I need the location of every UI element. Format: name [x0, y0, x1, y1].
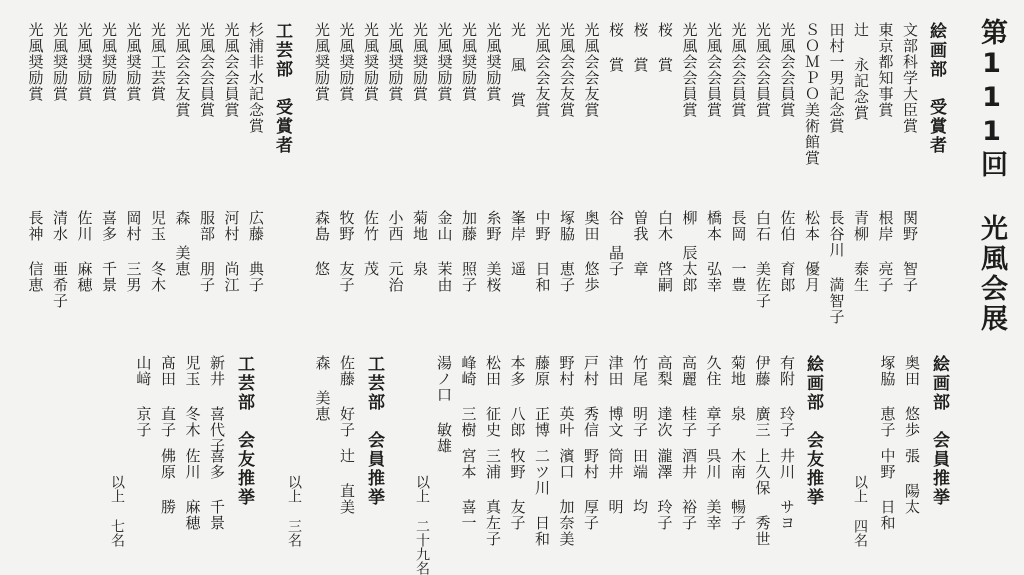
award-name: 光風奨励賞 [51, 22, 69, 102]
crafts_member-count: 以上 三名 [286, 475, 302, 547]
awardee-name: 青柳 泰生 [852, 210, 870, 293]
award-name: 光風奨励賞 [362, 22, 380, 102]
award-name: 光風奨励賞 [411, 22, 429, 102]
award-name: 光風会会友賞 [173, 22, 192, 118]
recommended-name: 宮本 喜一 [459, 448, 478, 531]
awardee-name: 白石 美佐子 [754, 210, 772, 309]
awardee-name: 峯岸 遥 [509, 210, 527, 277]
awardee-name: 白木 啓嗣 [656, 210, 674, 293]
recommended-name: 菊地 泉 [729, 355, 747, 422]
recommended-name: 峰崎 三樹 [459, 355, 478, 438]
award-name: 光風奨励賞 [435, 22, 454, 102]
recommended-name: 戸村 秀信 [582, 355, 600, 438]
award-name: 光風工芸賞 [149, 22, 167, 102]
awardee-name: 服部 朋子 [198, 210, 216, 293]
crafts_associate-header: 工芸部 会友推挙 [234, 355, 254, 507]
recommended-name: 酒井 裕子 [680, 448, 698, 531]
awardee-name: 関野 智子 [901, 210, 919, 293]
awardee-name: 谷 晶子 [607, 210, 625, 277]
recommended-name: 牧野 友子 [508, 448, 527, 531]
awardee-name: 金山 茉由 [435, 210, 454, 293]
award-name: 光風奨励賞 [75, 22, 94, 102]
award-name: 光風奨励賞 [460, 22, 478, 102]
recommended-name: 児玉 冬木 [183, 355, 202, 438]
award-name: 光風奨励賞 [313, 22, 331, 102]
award-name: 田村一男記念賞 [827, 22, 846, 134]
awardee-name: 森島 悠 [313, 210, 331, 277]
painting_associate-count: 以上 二十九名 [414, 475, 430, 575]
recommended-name: 野村 英叶 [557, 355, 576, 438]
award-name: 光風会会員賞 [705, 22, 723, 118]
awardee-name: 糸野 美桜 [484, 210, 503, 293]
recommended-name: 辻 直美 [338, 448, 356, 515]
award-name: 光風会会友賞 [582, 22, 601, 118]
awardee-name: 広藤 典子 [247, 210, 265, 293]
award-name: 桜 賞 [656, 22, 674, 73]
recommended-name: 髙田 直子 [159, 355, 177, 438]
recommended-name: 上久保 秀世 [753, 448, 772, 547]
painting_member-count: 以上 四名 [852, 475, 868, 547]
award-name: 光風奨励賞 [386, 22, 405, 102]
crafts_associate-count: 以上 七名 [109, 475, 125, 547]
awardee-name: 根岸 亮子 [876, 210, 895, 293]
award-name: 文部科学大臣賞 [901, 22, 919, 134]
awardee-name: 清水 亜希子 [51, 210, 69, 309]
recommended-name: 竹尾 明子 [631, 355, 649, 438]
recommended-name: 久住 章子 [704, 355, 723, 438]
award-name: 光風会会員賞 [778, 22, 797, 118]
awardee-name: 柳 辰太郎 [680, 210, 699, 293]
award-name: 光風奨励賞 [337, 22, 356, 102]
award-name: 光風会会員賞 [680, 22, 699, 118]
recommended-name: 三浦 真左子 [484, 448, 502, 547]
award-name: 光 風 賞 [509, 22, 527, 108]
recommended-name: 松田 征史 [484, 355, 502, 438]
awardee-name: 曽我 章 [631, 210, 650, 277]
awardee-name: 中野 日和 [533, 210, 552, 293]
crafts_member-header: 工芸部 会員推挙 [364, 355, 384, 507]
recommended-name: 新井 喜代子 [208, 355, 226, 454]
recommended-name: 筒井 明 [606, 448, 625, 515]
award-name: 杉浦非水記念賞 [247, 22, 265, 134]
award-name: 光風会会員賞 [222, 22, 241, 118]
recommended-name: 奥田 悠歩 [903, 355, 921, 438]
awardee-name: 奥田 悠歩 [582, 210, 601, 293]
recommended-name: 野村 厚子 [582, 448, 600, 531]
recommended-name: 伊藤 廣三 [753, 355, 772, 438]
recommended-name: 濱口 加奈美 [557, 448, 576, 547]
recommended-name: 津田 博文 [606, 355, 625, 438]
awardee-name: 加藤 照子 [460, 210, 478, 293]
recommended-name: 佐藤 好子 [338, 355, 356, 438]
recommended-name: 喜多 千景 [208, 448, 226, 531]
award-name: 東京都知事賞 [876, 22, 895, 118]
recommended-name: 高麗 桂子 [680, 355, 698, 438]
recommended-name: 二ツ川 日和 [533, 448, 551, 547]
award-name: 光風奨励賞 [124, 22, 143, 102]
awardee-name: 牧野 友子 [337, 210, 356, 293]
awardee-name: 佐川 麻穂 [75, 210, 94, 293]
award-name: 辻 永記念賞 [852, 22, 870, 121]
awardee-name: 橋本 弘幸 [705, 210, 723, 293]
recommended-name: 高梨 達次 [655, 355, 674, 438]
recommended-name: 山﨑 京子 [134, 355, 153, 438]
awardee-name: 塚脇 恵子 [558, 210, 576, 293]
painting-awards-header: 絵画部 受賞者 [926, 22, 946, 155]
painting_member-header: 絵画部 会員推挙 [929, 355, 949, 507]
awardee-name: 岡村 三男 [124, 210, 143, 293]
recommended-name: 中野 日和 [878, 448, 897, 531]
award-name: 光風奨励賞 [484, 22, 503, 102]
recommended-name: 塚脇 恵子 [878, 355, 897, 438]
award-name: 光風奨励賞 [26, 22, 45, 102]
award-name: 光風会会員賞 [754, 22, 772, 118]
awardee-name: 菊地 泉 [411, 210, 429, 277]
recommended-name: 本多 八郎 [508, 355, 527, 438]
recommended-name: 張 陽太 [903, 448, 921, 515]
crafts-awards-header: 工芸部 受賞者 [272, 22, 292, 155]
awardee-name: 佐伯 育郎 [778, 210, 797, 293]
recommended-name: 森 美恵 [313, 355, 332, 422]
award-name: 光風会会員賞 [729, 22, 748, 118]
awardee-name: 小西 元治 [386, 210, 405, 293]
award-name: 光風会会友賞 [558, 22, 576, 118]
recommended-name: 湯ノ口 敏雄 [435, 355, 453, 454]
awardee-name: 長谷川 満智子 [827, 210, 846, 325]
award-name: 光風会会員賞 [198, 22, 216, 118]
awardee-name: 松本 優月 [803, 210, 821, 293]
recommended-name: 田端 均 [631, 448, 649, 515]
awardee-name: 長神 信恵 [26, 210, 45, 293]
recommended-name: 井川 サヨ [778, 448, 796, 531]
awardee-name: 河村 尚江 [222, 210, 241, 293]
recommended-name: 瀧澤 玲子 [655, 448, 674, 531]
award-name: ＳＯＭＰＯ美術館賞 [803, 22, 821, 166]
awardee-name: 喜多 千景 [100, 210, 118, 293]
awardee-name: 佐竹 茂 [362, 210, 380, 277]
awardee-name: 長岡 一豊 [729, 210, 748, 293]
award-name: 光風奨励賞 [100, 22, 118, 102]
recommended-name: 有附 玲子 [778, 355, 796, 438]
recommended-name: 木南 暢子 [729, 448, 747, 531]
painting_associate-header: 絵画部 会友推挙 [803, 355, 823, 507]
award-name: 桜 賞 [607, 22, 625, 73]
awardee-name: 児玉 冬木 [149, 210, 167, 293]
recommended-name: 呉川 美幸 [704, 448, 723, 531]
awardee-name: 森 美恵 [173, 210, 192, 277]
exhibition-title: 第111回 光風会展 [976, 18, 1007, 334]
award-name: 光風会会友賞 [533, 22, 552, 118]
recommended-name: 藤原 正博 [533, 355, 551, 438]
recommended-name: 佛原 勝 [159, 448, 177, 515]
recommended-name: 佐川 麻穂 [183, 448, 202, 531]
award-name: 桜 賞 [631, 22, 650, 73]
